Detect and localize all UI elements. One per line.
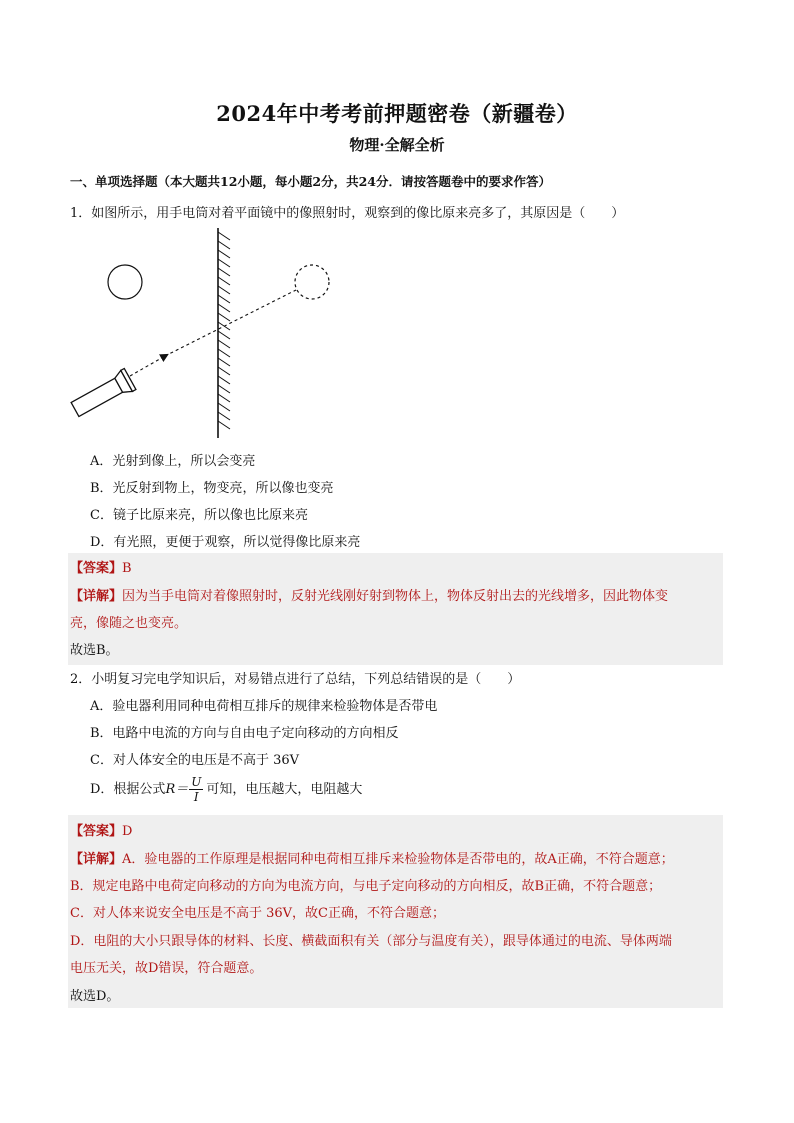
light-ray-to-image — [165, 290, 296, 356]
page-subtitle: 物理·全解全析 — [349, 136, 445, 154]
q1-option-d: D．有光照，更便于观察，所以觉得像比原来亮 — [90, 535, 361, 550]
q1-detail-label: 【详解】 — [70, 589, 123, 604]
formula-denominator: I — [193, 790, 199, 804]
formula-lhs: R＝ — [165, 782, 189, 797]
q1-detail-line-2: 亮，像随之也变亮。 — [70, 616, 188, 631]
q2-detail-line-4: D．电阻的大小只跟导体的材料、长度、横截面积有关（部分与温度有关），跟导体通过的电流、导体两端 — [70, 934, 672, 949]
q1-answer-value: B — [122, 561, 132, 576]
q1-conclusion: 故选B。 — [70, 643, 119, 658]
formula-fraction — [189, 775, 203, 804]
formula-numerator: U — [191, 775, 202, 789]
light-ray-incident — [130, 356, 165, 376]
page-title: 2024年中考考前押题密卷（新疆卷） — [216, 101, 578, 126]
q2-detail-line-2: B．规定电路中电荷定向移动的方向为电流方向，与电子定向移动的方向相反，故B正确，不符合题意； — [70, 879, 662, 894]
q1-option-a: A．光射到像上，所以会变亮 — [90, 454, 256, 469]
q1-option-b: B．光反射到物上，物变亮，所以像也变亮 — [90, 481, 334, 496]
question-1-stem: 1．如图所示，用手电筒对着平面镜中的像照射时，观察到的像比原来亮多了，其原因是（ ） — [70, 206, 625, 221]
q2-option-c: C．对人体安全的电压是不高于 36V — [90, 753, 300, 768]
q2-option-d-suffix: 可知，电压越大，电阻越大 — [206, 782, 363, 797]
q2-detail-text-1: A．验电器的工作原理是根据同种电荷相互排斥来检验物体是否带电的，故A正确，不符合题意； — [122, 852, 674, 867]
q2-detail-line-5: 电压无关，故D错误，符合题意。 — [70, 961, 263, 976]
q2-option-a: A．验电器利用同种电荷相互排斥的规律来检验物体是否带电 — [90, 699, 438, 714]
q2-conclusion: 故选D。 — [70, 989, 120, 1004]
section-heading: 一、单项选择题（本大题共12小题，每小题2分，共24分．请按答题卷中的要求作答） — [70, 174, 551, 189]
q1-answer-label: 【答案】 — [70, 561, 123, 576]
q2-option-b: B．电路中电流的方向与自由电子定向移动的方向相反 — [90, 726, 399, 741]
q2-detail-line-1 — [70, 848, 674, 867]
q2-option-d — [90, 775, 362, 804]
question-2-stem: 2．小明复习完电学知识后，对易错点进行了总结，下列总结错误的是（ ） — [70, 672, 521, 687]
q2-answer-value: D — [122, 824, 133, 839]
q1-answer — [70, 557, 132, 576]
q2-detail-line-3: C．对人体来说安全电压是不高于 36V，故C正确，不符合题意； — [70, 906, 445, 921]
q2-option-d-prefix: D．根据公式 — [90, 782, 166, 797]
q2-detail-label: 【详解】 — [70, 852, 123, 867]
object-circle — [108, 265, 142, 299]
image-dashed-circle — [295, 265, 329, 299]
mirror-hatching — [218, 232, 230, 429]
q2-answer — [70, 820, 132, 839]
q2-answer-label: 【答案】 — [70, 824, 123, 839]
q1-option-c: C．镜子比原来亮，所以像也比原来亮 — [90, 508, 308, 523]
flashlight — [69, 368, 136, 420]
q1-answer-box — [68, 553, 723, 665]
q1-detail-text-1: 因为当手电筒对着像照射时，反射光线刚好射到物体上，物体反射出去的光线增多，因此物体变 — [122, 589, 669, 604]
q1-detail-line-1 — [70, 585, 668, 604]
